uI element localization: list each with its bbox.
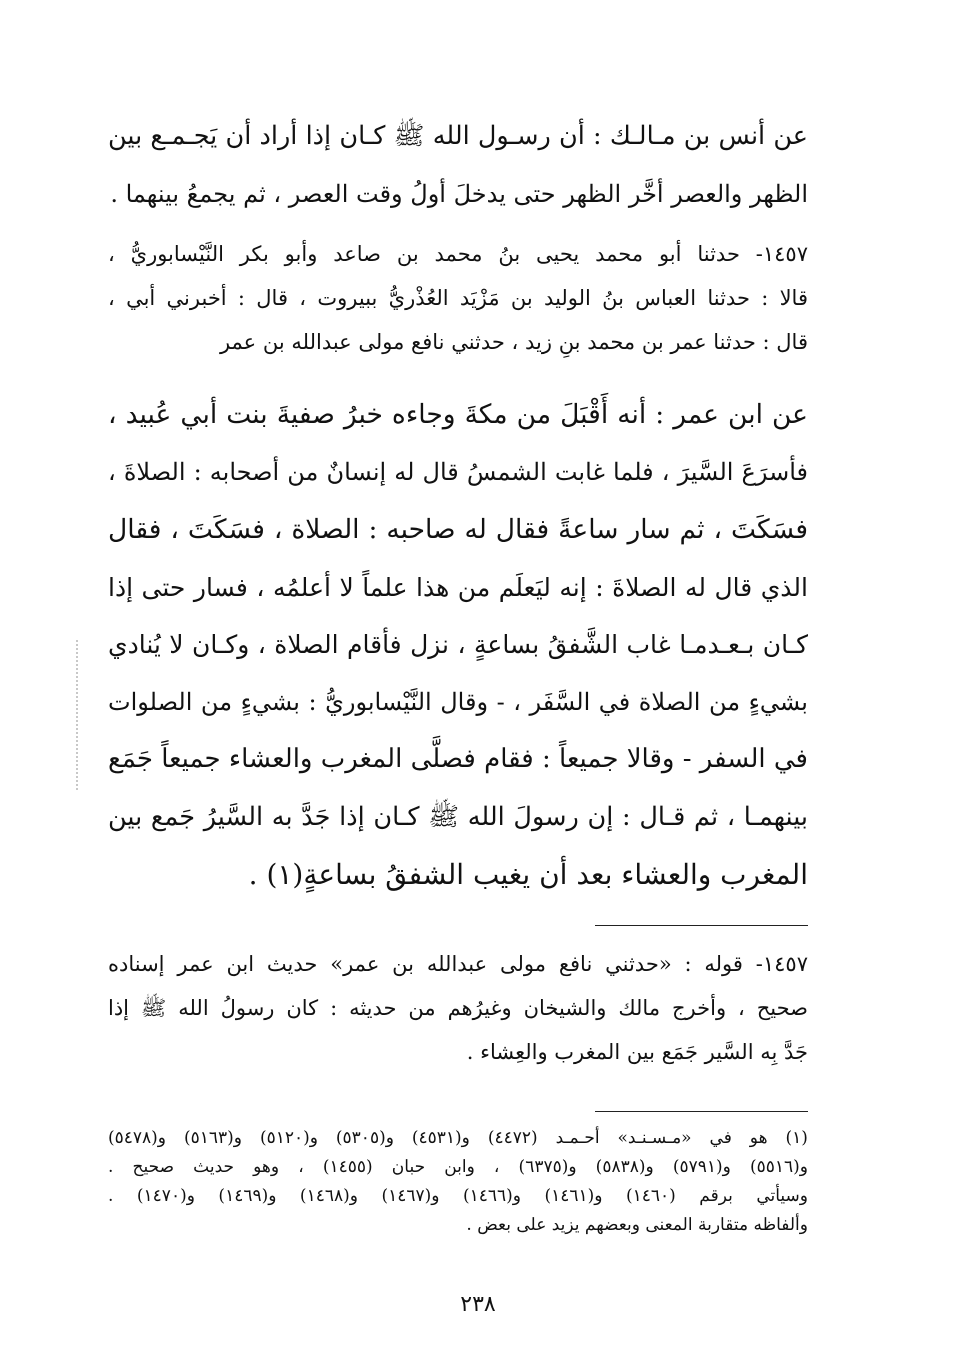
text-line: ١٤٥٧- قوله : «حدثني نافع مولى عبدالله بن عمر» حديث ابن عمر إسناده	[108, 952, 808, 976]
margin-dotted-mark	[76, 640, 78, 790]
text-line: وألفاظه متقاربة المعنى وبعضهم يزيد على بعض .	[466, 1215, 808, 1235]
footnote-1	[108, 1124, 808, 1240]
text-line: قالا : حدثنا العباس بنُ الوليد بن مَزْيَد العُذْريُّ ببيروت ، قال : أخبرني أبي ،	[108, 286, 808, 310]
text-line: فأسرَعَ السَّيرَ ، فلما غابت الشمسُ قال له إنسانٌ من أصحابه : الصلاةَ ،	[108, 457, 808, 486]
text-line: عن ابن عمر : أنه أَقْبَلَ من مكةَ وجاءه خبرُ صفيةَ بنت أبي عُبيد ،	[108, 399, 808, 430]
commentary-1457	[108, 942, 808, 1074]
text-line: بينهمـا ، ثم قـال : إن رسولَ الله ﷺ كـان إذا جَدَّ به السَّيرُ جَمع بين	[108, 801, 808, 832]
text-line: كـان بـعـدمـا غاب الشَّفقُ بساعةٍ ، نزل فأقام الصلاة ، وكـان لا يُنادي	[108, 630, 808, 659]
footnote-separator-rule	[595, 1111, 808, 1112]
page-number: ٢٣٨	[460, 1292, 496, 1317]
text-line: (١) هو في «مـسـنـد» أحـمـد (٤٤٧٢) و(٤٥٣١) و(٥٣٠٥) و(٥١٢٠) و(٥١٦٣) و(٥٤٧٨)	[108, 1128, 808, 1148]
text-line: بشيءٍ من الصلاة في السَّفَر ، - وقال النَّيْسابوريُّ : بشيءٍ من الصلوات	[108, 687, 808, 716]
text-line: فسَكَتَ ، ثم سار ساعةً فقال له صاحبه : الصلاة ، فسَكَتَ ، فقال	[108, 514, 808, 545]
text-line: وسيأتي برقم (١٤٦٠) و(١٤٦١) و(١٤٦٦) و(١٤٦٧) و(١٤٦٨) و(١٤٦٩) و(١٤٧٠) .	[108, 1186, 808, 1206]
text-line: جَدَّ بِه السَّير جَمَع بين المغرب والعِشاء .	[466, 1040, 808, 1064]
hadith-text-paragraph-2	[108, 386, 808, 904]
commentary-separator-rule	[595, 925, 808, 926]
text-line: و(٥٥١٦) و(٥٧٩١) و(٥٨٣٨) و(٦٣٧٥) ، وابن حبان (١٤٥٥) ، وهو حديث صحيح .	[108, 1157, 808, 1177]
text-line: عن أنس بن مـالـك : أن رسـول الله ﷺ كـان إذا أراد أن يَجـمـع بين	[108, 121, 808, 151]
hadith-text-paragraph-1	[108, 108, 808, 223]
text-line: في السفر - وقالا جميعاً : فقام فصلَّى المغرب والعشاء جميعاً جَمَع	[108, 744, 808, 774]
text-line: قال : حدثنا عمر بن محمد بنِ زيد ، حدثني نافع مولى عبدالله بن عمر	[219, 330, 808, 354]
text-line: صحيح ، وأخرج مالك والشيخان وغيرُهم من حديثه : كان رسولُ الله ﷺ إذا	[108, 996, 808, 1020]
text-line: المغرب والعشاء بعد أن يغيب الشفقُ بساعةٍ(١) .	[248, 858, 808, 891]
text-line: الذي قال له الصلاةَ : إنه ليَعلَم من هذا علماً لا أعلمُه ، فسار حتى إذا	[108, 572, 808, 602]
hadith-1457-isnad	[108, 232, 808, 364]
text-line: ١٤٥٧- حدثنا أبو محمد يحيى بنُ محمد بن صاعد وأبو بكر النَّيْسابوريُّ ،	[108, 242, 808, 266]
text-line: الظهر والعصر أخَّر الظهر حتى يدخلَ أولُ وقت العصر ، ثم يجمعُ بينهما .	[110, 179, 808, 208]
